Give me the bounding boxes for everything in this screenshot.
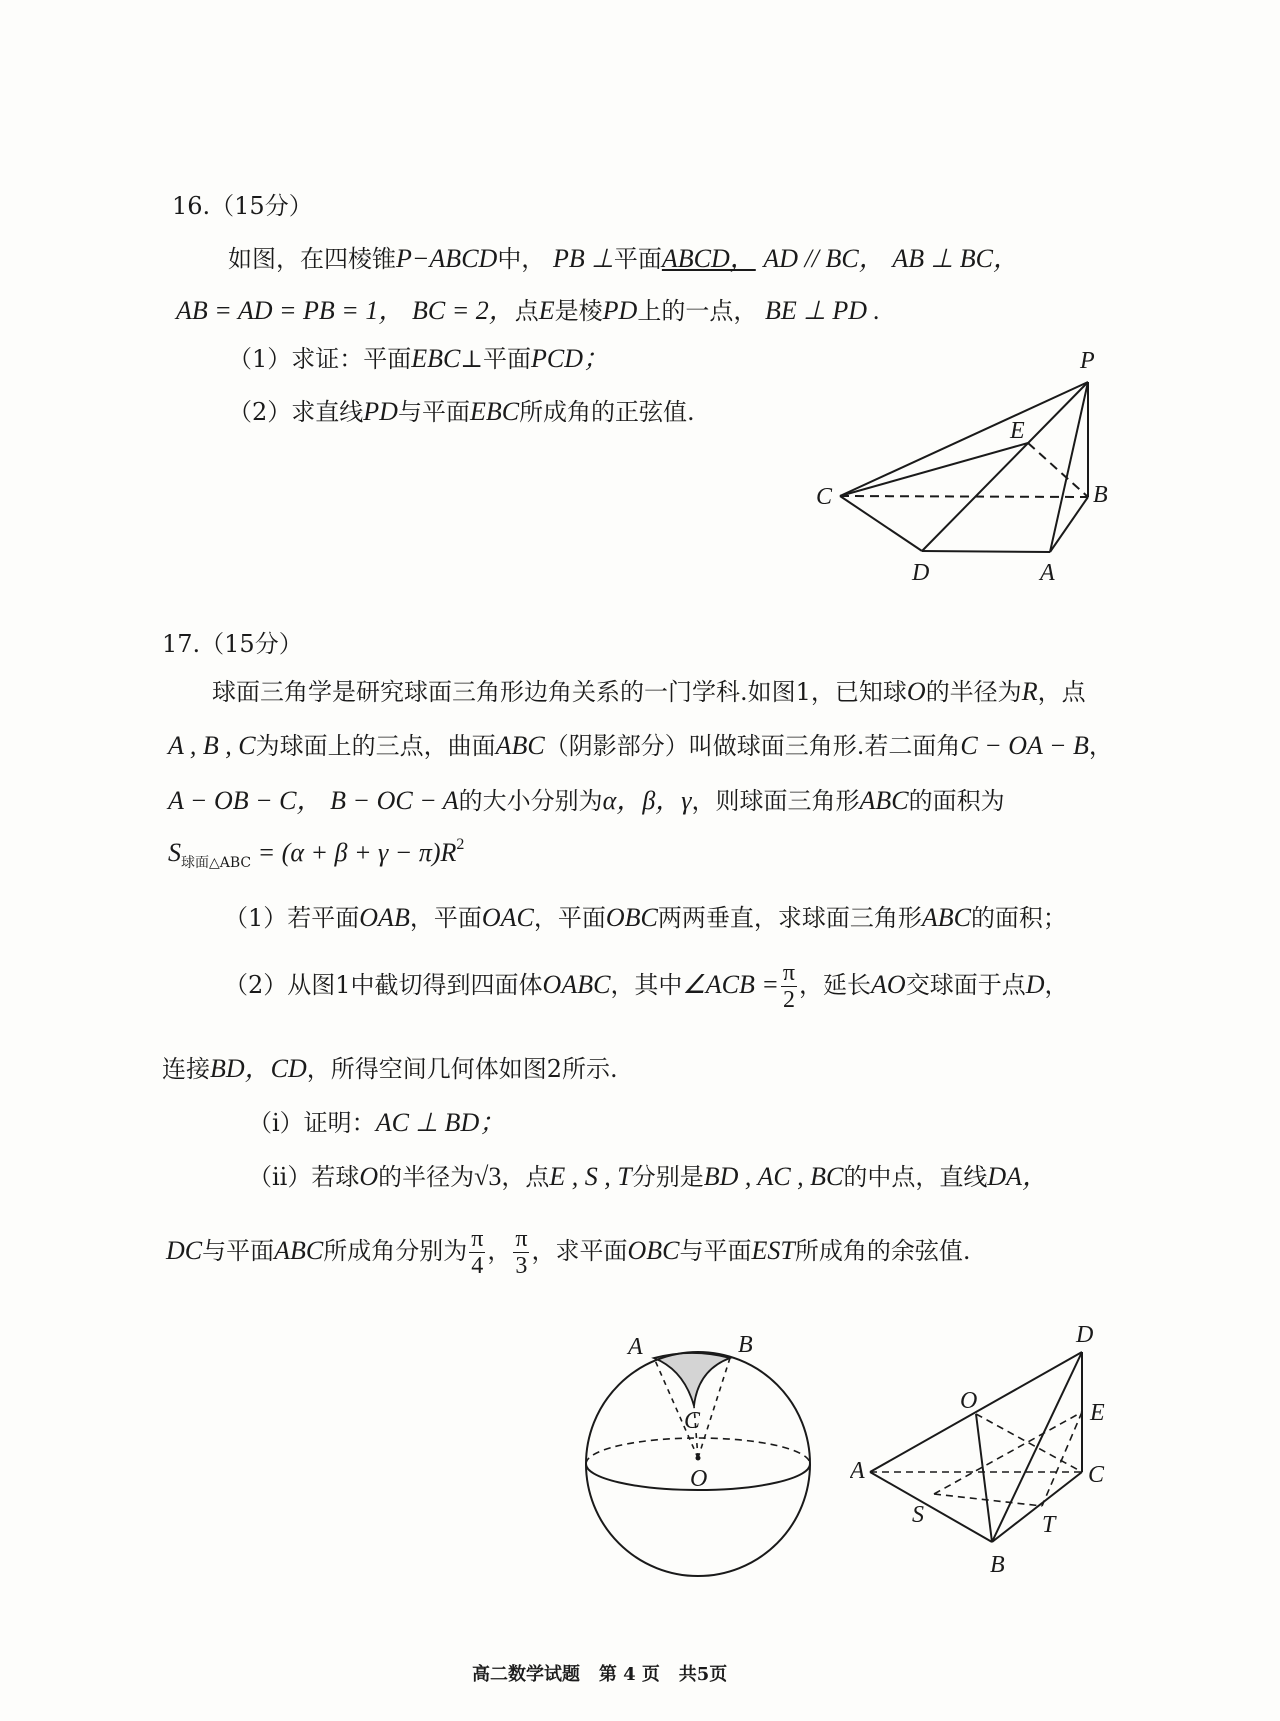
label-D: D: [912, 560, 930, 586]
label-B: B: [990, 1552, 1005, 1578]
label-E: E: [1090, 1400, 1105, 1426]
q17-area-formula: S球面△ABC = (α + β + γ − π)R2: [168, 836, 465, 871]
spherical-triangle-shade: [654, 1353, 730, 1406]
page-footer: 高二数学试题 第 4 页 共5页: [472, 1664, 728, 1685]
label-T: T: [1042, 1512, 1056, 1538]
q17-sphere-figure: [580, 1330, 840, 1590]
q16-intro-line: 如图，在四棱锥P−ABCD中， PB ⊥平面ABCD， AD // BC， AB ⊥ BC，: [228, 244, 1020, 273]
q17-sub-ii: （ii）若球O的半径为√3，点E , S , T分别是BD , AC , BC的中点，直线DA，: [248, 1162, 1049, 1191]
q16-part2: （2）求直线PD与平面EBC所成角的正弦值.: [228, 397, 695, 426]
label-A: A: [850, 1458, 865, 1484]
fraction-pi-over-3: $\frac{\pi}{3}$: [515, 1226, 528, 1279]
label-E: E: [1010, 418, 1025, 444]
label-S: S: [912, 1502, 924, 1528]
label-C: C: [1088, 1462, 1105, 1488]
edge-DB: [992, 1352, 1082, 1542]
label-B: B: [1093, 482, 1108, 508]
label-C: C: [816, 484, 833, 510]
edge-EB-hidden: [1028, 443, 1088, 497]
q16-part1: （1）求证：平面EBC⊥平面PCD；: [228, 344, 609, 373]
q17-connect-line: 连接BD，CD，所得空间几何体如图2所示.: [162, 1054, 618, 1083]
label-B: B: [738, 1332, 753, 1358]
fraction-pi-over-2: $\frac{\pi}{2}$: [782, 960, 796, 1013]
edge-OB: [976, 1414, 992, 1542]
q17-para-line3: A − OB − C， B − OC − A的大小分别为α，β，γ，则球面三角形ABC的面积为: [168, 786, 1005, 815]
edge-PC: [840, 382, 1088, 496]
label-O: O: [960, 1388, 978, 1414]
edge-BC: [992, 1472, 1082, 1542]
fraction-pi-over-4: $\frac{\pi}{4}$: [471, 1226, 484, 1279]
label-P: P: [1080, 348, 1095, 374]
edge-DA: [922, 551, 1050, 552]
q17-part2: （2）从图1中截切得到四面体OABC，其中∠ACB = $\frac{\pi}{2}$ ，延长AO交球面于点D，: [224, 960, 1069, 1013]
label-A: A: [628, 1334, 643, 1360]
edge-CD: [840, 496, 922, 551]
edge-AB: [870, 1472, 992, 1542]
label-O: O: [690, 1466, 708, 1492]
center-O: [696, 1456, 701, 1461]
edge-EC: [840, 443, 1028, 496]
q17-sub-i: （i）证明：AC ⊥ BD；: [248, 1108, 506, 1137]
label-D: D: [1076, 1322, 1094, 1348]
q17-last-line: DC与平面ABC所成角分别为 $\frac{\pi}{4}$ ， $\frac{\pi}{3}$ ，求平面OBC与平面EST所成角的余弦值.: [166, 1226, 971, 1279]
q17-part1: （1）若平面OAB，平面OAC，平面OBC两两垂直，求球面三角形ABC的面积；: [224, 903, 1067, 932]
q17-para-line2: A , B , C为球面上的三点，曲面ABC（阴影部分）叫做球面三角形.若二面角C − OA − B，: [168, 731, 1113, 760]
q16-header: 16.（15分）: [172, 192, 313, 220]
q16-conditions-line: AB = AD = PB = 1， BC = 2，点E是棱PD上的一点， BE ⊥ PD .: [176, 296, 881, 325]
q17-para-line1: 球面三角学是研究球面三角形边角关系的一门学科.如图1，已知球O的半径为R，点: [212, 677, 1086, 706]
q17-tetrahedron-figure: [850, 1320, 1130, 1590]
edge-CB-hidden: [840, 496, 1088, 497]
q16-pyramid-figure: [800, 340, 1130, 590]
label-C: C: [684, 1408, 701, 1434]
label-A: A: [1040, 560, 1055, 586]
q17-header: 17.（15分）: [162, 630, 303, 658]
